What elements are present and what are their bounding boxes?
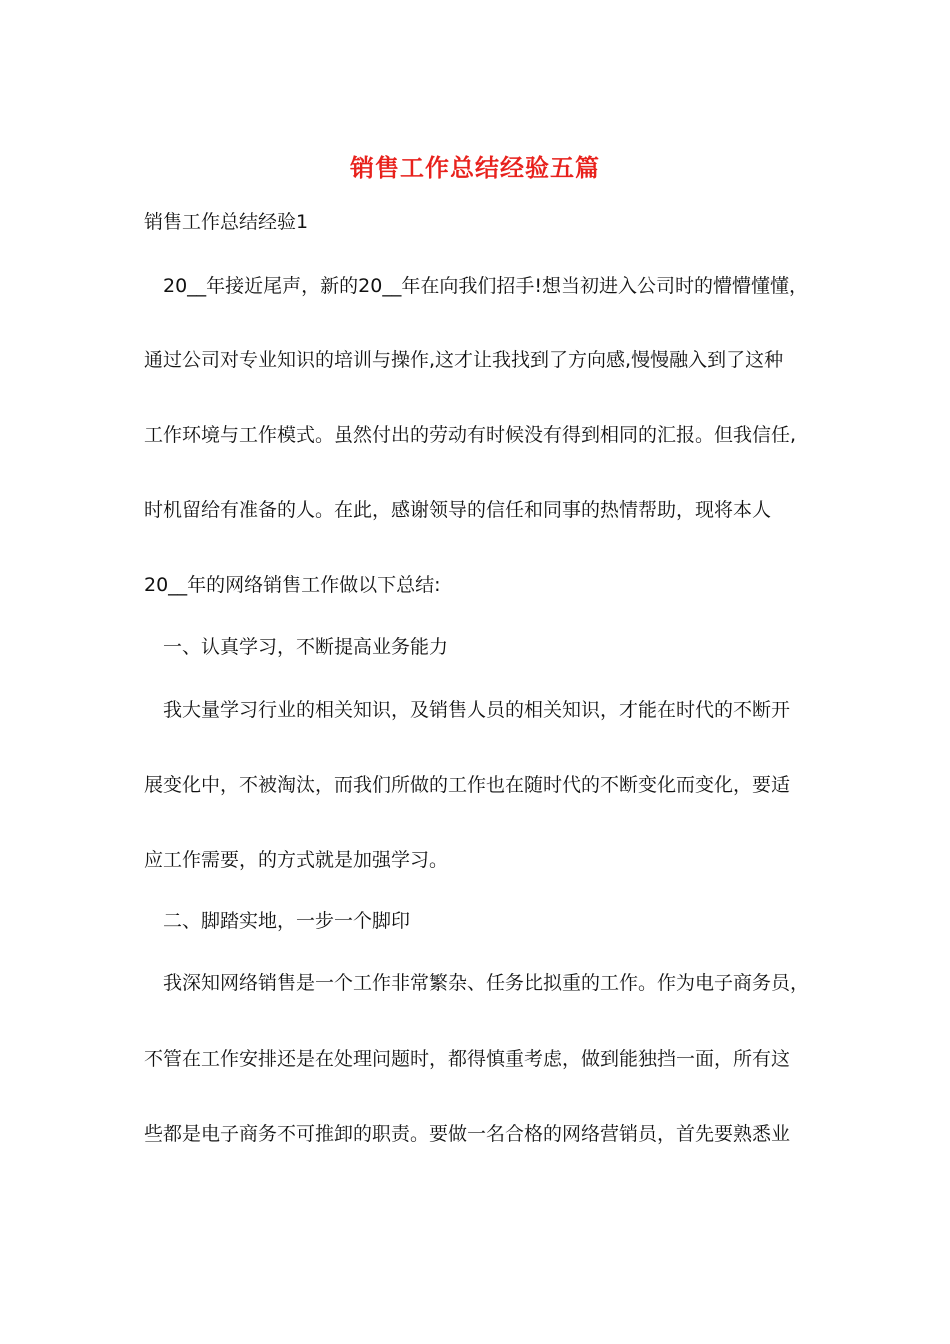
paragraph-line: 工作环境与工作模式。虽然付出的劳动有时候没有得到相同的汇报。但我信任, [144,424,797,446]
paragraph-line: 时机留给有准备的人。在此，感谢领导的信任和同事的热情帮助，现将本人 [144,499,772,521]
paragraph-line: 展变化中，不被淘汰，而我们所做的工作也在随时代的不断变化而变化，要适 [144,774,791,796]
paragraph-line: 些都是电子商务不可推卸的职责。要做一名合格的网络营销员，首先要熟悉业 [144,1123,791,1145]
paragraph-line: 我大量学习行业的相关知识，及销售人员的相关知识，才能在时代的不断开 [163,699,791,721]
paragraph-line: 20__年接近尾声，新的20__年在向我们招手!想当初进入公司时的懵懵懂懂， [163,275,808,297]
paragraph-line: 20__年的网络销售工作做以下总结: [144,574,441,596]
paragraph-line: 不管在工作安排还是在处理问题时，都得慎重考虑，做到能独挡一面，所有这 [144,1048,791,1070]
section-heading: 一、认真学习，不断提高业务能力 [163,636,449,658]
document-title: 销售工作总结经验五篇 [350,154,600,182]
section-subtitle: 销售工作总结经验1 [144,211,309,233]
paragraph-line: 通过公司对专业知识的培训与操作,这才让我找到了方向感,慢慢融入到了这种 [144,349,784,371]
section-heading: 二、脚踏实地，一步一个脚印 [163,910,411,932]
paragraph-line: 我深知网络销售是一个工作非常繁杂、任务比拟重的工作。作为电子商务员， [163,972,810,994]
paragraph-line: 应工作需要，的方式就是加强学习。 [144,849,449,871]
